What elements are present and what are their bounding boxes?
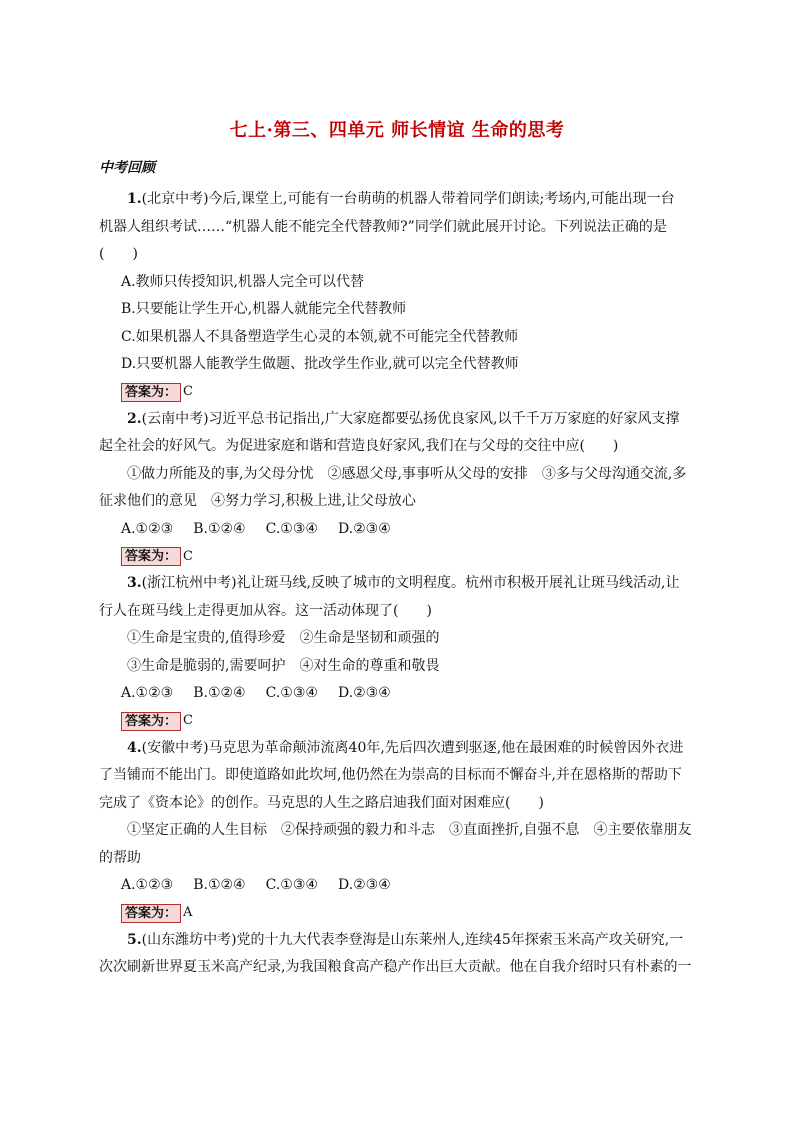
- options-row: [99, 516, 695, 544]
- statement-items-cont: 征求他们的意见 ④努力学习,积极上进,让父母放心: [99, 493, 416, 509]
- question-stem: (北京中考)今后,课堂上,可能有一台萌萌的机器人带着同学们朗读;考场内,可能出现一台: [141, 191, 675, 207]
- answer-value: C: [183, 548, 193, 564]
- question-stem-line: 次次刷新世界夏玉米高产纪录,为我国粮食高产稳产作出巨大贡献。他在自我介绍时只有朴素的一: [99, 959, 692, 975]
- answer-label: 答案为：: [121, 712, 181, 731]
- option-a: A.①②③: [121, 685, 174, 701]
- answer-label: 答案为：: [121, 904, 181, 923]
- answer-row: [121, 708, 695, 735]
- statement-items: ①坚定正确的人生目标 ②保持顽强的毅力和斗志 ③直面挫折,自强不息 ④主要依靠朋友: [127, 822, 692, 838]
- question-2: [99, 406, 695, 571]
- answer-value: C: [183, 384, 193, 400]
- answer-row: [121, 543, 695, 570]
- answer-row: [121, 900, 695, 927]
- question-stem: (山东潍坊中考)党的十九大代表李登海是山东莱州人,连续45年探索玉米高产攻关研究,一: [141, 931, 684, 948]
- option-a: A.①②③: [121, 877, 174, 893]
- answer-blank: ( ): [99, 246, 138, 262]
- question-stem: (安徽中考)马克思为革命颠沛流离40年,先后四次遭到驱逐,他在最困难的时候曾因外衣进: [141, 739, 684, 756]
- option-d: D.②③④: [337, 520, 391, 537]
- option-b: B.①②④: [193, 877, 246, 893]
- question-number: 4.: [127, 739, 142, 756]
- option-c: C.①③④: [265, 520, 318, 537]
- question-stem-line: 了当铺而不能出门。即使道路如此坎坷,他仍然在为崇高的目标而不懈奋斗,并在恩格斯的帮助下: [99, 767, 682, 783]
- option-c: C.①③④: [265, 877, 318, 893]
- section-heading: 中考回顾: [99, 160, 155, 176]
- question-3: [99, 570, 695, 735]
- options-row: [99, 680, 695, 708]
- options-row: [99, 872, 695, 900]
- option-d: D.②③④: [337, 877, 391, 893]
- question-stem: (云南中考)习近平总书记指出,广大家庭都要弘扬优良家风,以千千万万家庭的好家风支撑: [141, 410, 680, 427]
- question-4: [99, 735, 695, 927]
- question-5: [99, 927, 695, 982]
- question-number: 5.: [127, 931, 142, 948]
- question-number: 2.: [127, 410, 142, 427]
- option-b: B.①②④: [193, 685, 246, 701]
- answer-value: C: [183, 713, 193, 729]
- question-stem-line: 起全社会的好风气。为促进家庭和谐和营造良好家风,我们在与父母的交往中应( ): [99, 438, 619, 454]
- question-1: [99, 186, 695, 406]
- option-d: D.只要机器人能教学生做题、批改学生作业,就可以完全代替教师: [121, 356, 519, 372]
- option-a: A.①②③: [121, 520, 174, 537]
- question-stem-line: 行人在斑马线上走得更加从容。这一活动体现了( ): [99, 602, 432, 619]
- option-b: B.只要能让学生开心,机器人就能完全代替教师: [121, 301, 407, 317]
- option-c: C.①③④: [265, 685, 318, 701]
- question-stem-line: 完成了《资本论》的创作。马克思的人生之路启迪我们面对困难应( ): [99, 794, 544, 811]
- statement-items-cont: 的帮助: [99, 849, 141, 866]
- option-c: C.如果机器人不具备塑造学生心灵的本领,就不可能完全代替教师: [121, 328, 519, 345]
- option-a: A.教师只传授知识,机器人完全可以代替: [121, 273, 365, 290]
- option-d: D.②③④: [337, 685, 391, 701]
- question-list: [99, 186, 695, 982]
- statement-items-cont: ③生命是脆弱的,需要呵护 ④对生命的尊重和敬畏: [127, 657, 440, 674]
- question-number: 3.: [127, 575, 142, 591]
- statement-items: ①做力所能及的事,为父母分忧 ②感恩父母,事事听从父母的安排 ③多与父母沟通交流,多: [127, 465, 687, 482]
- question-stem: (浙江杭州中考)礼让斑马线,反映了城市的文明程度。杭州市积极开展礼让斑马线活动,让: [141, 575, 680, 591]
- answer-label: 答案为：: [121, 547, 181, 566]
- answer-row: [121, 379, 695, 406]
- answer-label: 答案为：: [121, 383, 181, 402]
- statement-items: ①生命是宝贵的,值得珍爱 ②生命是坚韧和顽强的: [127, 630, 440, 646]
- question-stem-line: 机器人组织考试……“机器人能不能完全代替教师?”同学们就此展开讨论。下列说法正确的是: [99, 218, 667, 235]
- answer-value: A: [183, 905, 193, 921]
- option-b: B.①②④: [193, 520, 246, 537]
- question-number: 1.: [127, 191, 142, 207]
- document-title: 七上·第三、四单元 师长情谊 生命的思考: [229, 120, 565, 141]
